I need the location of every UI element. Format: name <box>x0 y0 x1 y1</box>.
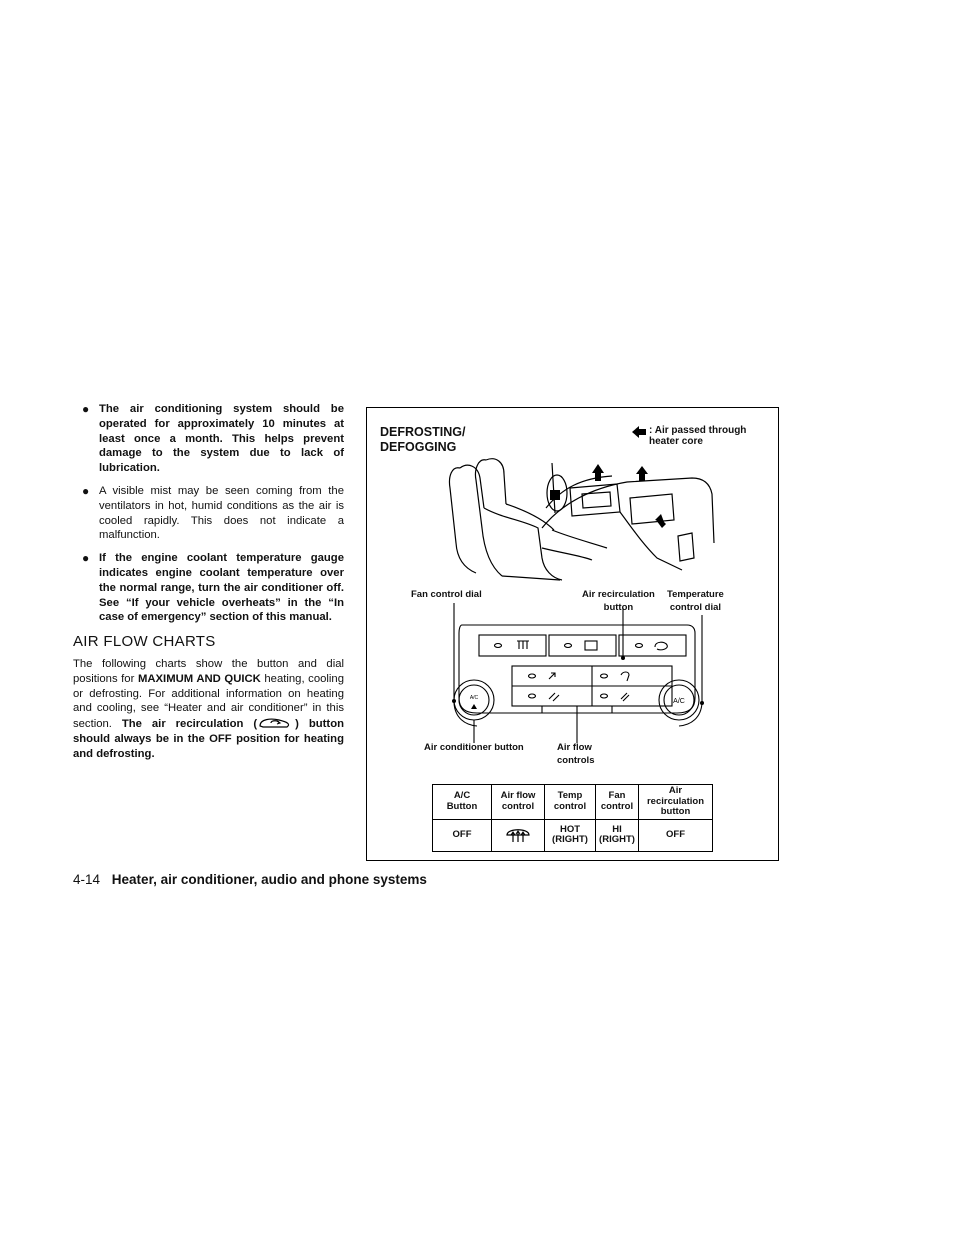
value-fan-control: HI (RIGHT) <box>596 819 639 852</box>
defrost-icon <box>505 825 531 845</box>
ac-knob-label: A/C <box>469 695 479 701</box>
footer-title: Heater, air conditioner, audio and phone systems <box>111 872 427 887</box>
arrow-left-icon <box>631 425 647 439</box>
control-panel-illustration <box>437 603 717 748</box>
callout-temperature-control-dial: Temperature control dial <box>667 589 724 613</box>
text-column <box>73 402 344 762</box>
bullet-list <box>73 402 344 625</box>
callout-air-recirculation-button: Air recirculation button <box>582 589 655 613</box>
header-air-flow-control: Air flow control <box>492 785 545 820</box>
bullet-item: ● If the engine coolant temperature gauge indicates engine coolant temperature over the normal range, turn the air conditioner off. See “If your vehicle overheats” in the “In case of emergency” section of this manual. <box>82 551 344 624</box>
value-temp-control: HOT (RIGHT) <box>545 819 596 852</box>
header-temp-control: Temp control <box>545 785 596 820</box>
table-row <box>433 785 713 820</box>
callout-air-flow-controls: Air flow controls <box>557 742 595 766</box>
callout-fan-control-dial: Fan control dial <box>411 589 482 600</box>
figure-legend: : Air passed through heater core <box>631 425 746 447</box>
section-heading: AIR FLOW CHARTS <box>73 633 216 651</box>
table-row <box>433 819 713 852</box>
recirculation-icon <box>257 716 295 729</box>
value-air-recirculation-button: OFF <box>639 819 713 852</box>
air-flow-chart-table <box>432 784 713 852</box>
header-ac-button: A/C Button <box>433 785 492 820</box>
value-air-flow-control <box>492 819 545 852</box>
callout-air-conditioner-button: Air conditioner button <box>424 742 524 753</box>
defrost-figure <box>366 407 779 861</box>
header-air-recirculation-button: Air recirculation button <box>639 785 713 820</box>
header-fan-control: Fan control <box>596 785 639 820</box>
bullet-item: ● The air conditioning system should be operated for approximately 10 minutes at least once a month. This helps prevent damage to the system due to lack of lubrication. <box>82 402 344 475</box>
section-paragraph: The following charts show the button and dial positions for MAXIMUM AND QUICK heating, cooling or defrosting. For additional information on heating and cooling, see “Heater and air conditioner” in this section. The air recirculation ( ) button should always be in the OFF position for heating and defrosting. <box>73 657 344 760</box>
temp-knob-label: A/C <box>673 698 685 705</box>
vehicle-interior-illustration <box>442 448 742 583</box>
page-footer <box>73 872 427 887</box>
page-number: 4-14 <box>73 872 101 887</box>
bullet-item: ● A visible mist may be seen coming from the ventilators in hot, humid conditions as the air is cooled rapidly. This does not indicate a malfunction. <box>82 483 344 542</box>
value-ac-button: OFF <box>433 819 492 852</box>
figure-title: DEFROSTING/ DEFOGGING <box>380 425 466 454</box>
